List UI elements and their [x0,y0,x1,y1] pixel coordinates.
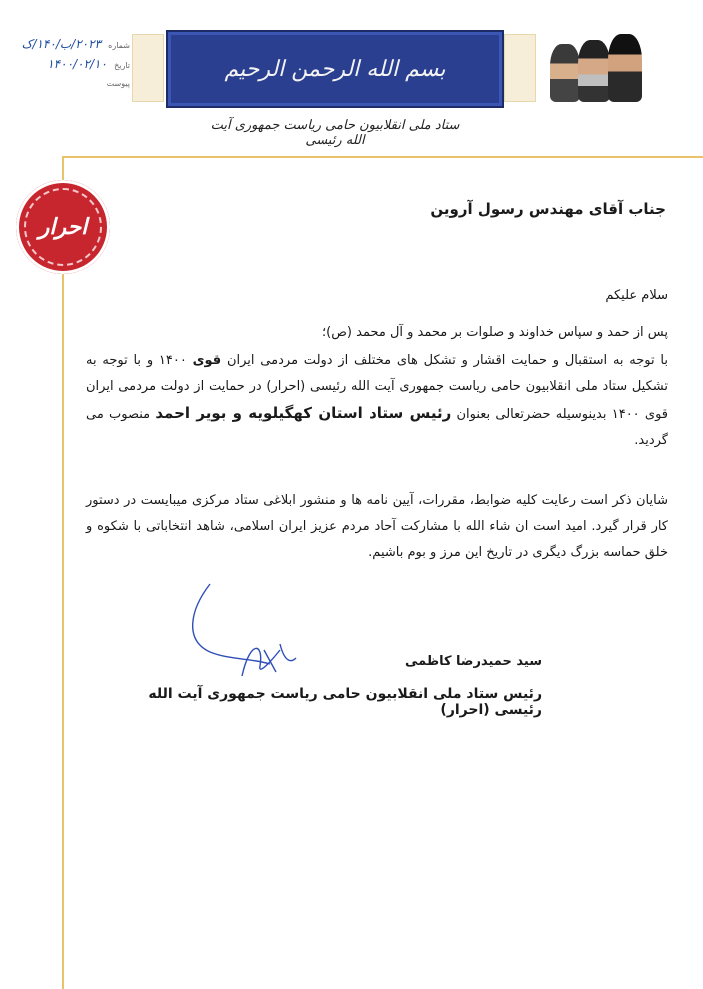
paragraph-1: پس از حمد و سپاس خداوند و صلوات بر محمد و آل محمد (ص)؛ [322,325,668,340]
recipient: جناب آقای مهندس رسول آروین [430,200,666,218]
signatory-name: سید حمیدرضا کاظمی [404,654,542,669]
basmala-banner [166,30,504,108]
reference-attachment-label: پیوست [106,79,130,88]
portrait-2 [578,40,610,102]
frame-top-line [62,156,703,158]
seal-text: احرار [38,214,88,240]
paragraph-2 [86,348,668,454]
reference-number-row [10,34,130,54]
ornament-left [132,34,164,102]
appointment-position: رئیس ستاد استان کهگیلویه و بویر احمد [155,404,452,422]
paragraph-2-bold-qavi: قوی [192,353,222,368]
portrait-1 [550,44,580,102]
reference-number-label: شماره [108,41,130,50]
ornament-right [504,34,536,102]
reference-date-label: تاریخ [114,61,130,70]
handwritten-signature [180,580,300,690]
paragraph-2-part-a: با توجه به استقبال و حمایت اقشار و تشکل های مختلف از دولت مردمی ایران [226,353,668,368]
greeting: سلام علیکم [605,288,668,303]
reference-block [10,34,130,94]
subtitle: ستاد ملی انقلابیون حامی ریاست جمهوری آیت الله رئیسی [210,118,460,148]
basmala-text: بسم الله الرحمن الرحیم [224,56,446,82]
ahrar-seal [16,180,110,274]
signatory-title: رئیس ستاد ملی انقلابیون حامی ریاست جمهوری آیت الله رئیسی (احرار) [148,686,542,718]
reference-number-value: ۲۰۲۳/ب/۱۴۰/ک [21,37,101,51]
paragraph-2-part-c: ۱۴۰۰ و با توجه به تشکیل ستاد ملی انقلابیون حامی ریاست جمهوری آیت الله رئیسی (احرار) در حمایت از دولت مردمی ایران قوی ۱۴۰۰ بدینوسیله حضرتعالی بعنوان [86,353,668,422]
paragraph-2-part-e: منصوب می گردید. [86,407,668,448]
reference-attachment-row [10,74,130,94]
portrait-3 [608,34,642,102]
reference-date-value: ۱۴۰۰/۰۲/۱۰ [47,57,107,71]
portraits-image [548,34,644,102]
reference-date-row [10,54,130,74]
paragraph-3: شایان ذکر است رعایت کلیه ضوابط، مقررات، آیین نامه ها و منشور ابلاغی ستاد مرکزی میبایست در دستور کار قرار گیرد. امید است ان شاء الله با مشارکت آحاد مردم عزیز ایران اسلامی، شاهد انتخاباتی با شکوه و خلق حماسه بزرگ دیگری در تاریخ این مرز و بوم باشیم. [86,493,668,560]
frame-left-line [62,156,64,989]
